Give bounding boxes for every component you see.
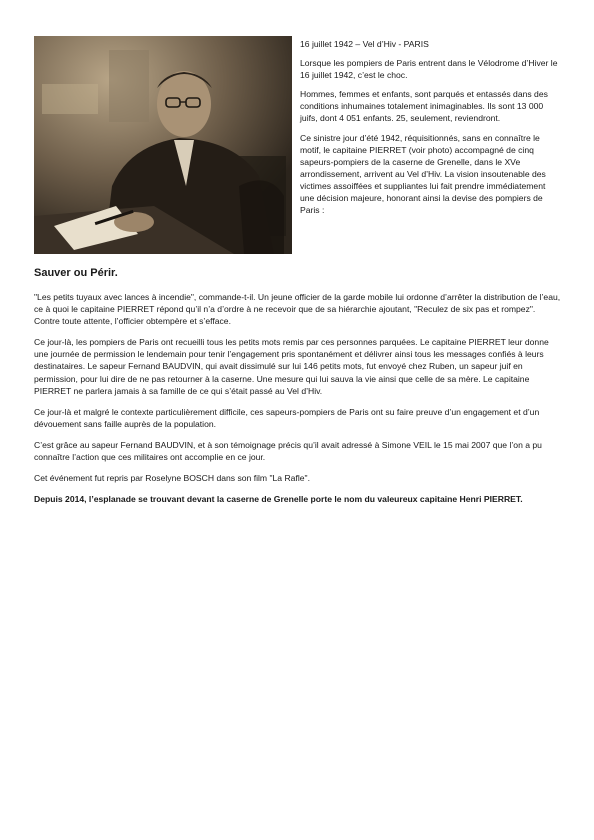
section-heading: Sauver ou Périr. bbox=[34, 267, 118, 279]
body-paragraph-3: Ce jour-là et malgré le contexte particulièrement difficile, ces sapeurs-pompiers de Paris ont su faire preuve d’un engagement et d’un dévouement sans faille auprès de la population. bbox=[34, 406, 540, 429]
body-paragraph-4: C’est grâce au sapeur Fernand BAUDVIN, et à son témoignage précis qu’il avait adressé à Simone VEIL le 15 mai 2007 que l’on a pu connaître l’action que ces militaires ont accomplie en ce jour. bbox=[34, 439, 542, 463]
portrait-photo-icon bbox=[34, 36, 292, 254]
intro-paragraph-2: Hommes, femmes et enfants, sont parqués et entassés dans des conditions inhumaines totalement inimaginables. Ils sont 13 000 juifs, dont 4 051 enfants. 25, seulement, reviendront. bbox=[300, 89, 548, 124]
body-paragraph-5: Cet événement fut repris par Roselyne BOSCH dans son film "La Rafle". bbox=[34, 473, 310, 484]
body-text bbox=[34, 291, 562, 514]
body-paragraph-1: "Les petits tuyaux avec lances à incendie", commande-t-il. Un jeune officier de la garde mobile lui ordonne d’arrêter la distribution de l’eau, ce à quoi le capitaine PIERRET répond qu’il n’a d’ordre à ne recevoir que de sa hiérarchie ajoutant, "Reculez de six pas et rompez". Contre toute attente, l’officier obtempère et s’efface. bbox=[34, 292, 561, 327]
dateline: 16 juillet 1942 – Vel d’Hiv - PARIS bbox=[300, 39, 429, 49]
portrait-photo bbox=[34, 36, 292, 254]
intro-column bbox=[300, 38, 562, 223]
body-paragraph-6: Depuis 2014, l’esplanade se trouvant devant la caserne de Grenelle porte le nom du valeureux capitaine Henri PIERRET. bbox=[34, 494, 523, 505]
body-paragraph-2: Ce jour-là, les pompiers de Paris ont recueilli tous les petits mots remis par ces personnes parquées. Le capitaine PIERRET leur donne une journée de permission le lendemain pour tenir l’engagement pris spontanément et délivrer ainsi tous les messages confiés à leurs destinataires. Le sapeur Fernand BAUDVIN, qui avait dissimulé sur lui 146 petits mots, fut envoyé chez Ruben, un sapeur juif en permission, pour lui dire de ne pas retourner à la caserne. Une mesure qui lui sauva la vie ainsi que celle de sa mère. Le capitaine PIERRET ne parlera jamais à sa famille de ce qui s’était passé au Vel d’Hiv. bbox=[34, 337, 549, 396]
intro-paragraph-3: Ce sinistre jour d’été 1942, réquisitionnés, sans en connaître le motif, le capitaine PIERRET (voir photo) accompagné de cinq sapeurs-pompiers de la caserne de Grenelle, dans le XVe arrondissement, arrivent au Vel d’Hiv. La vision insoutenable des victimes assoiffées et suppliantes lui fait prendre immédiatement une décision majeure, honorant ainsi la devise des pompiers de Paris : bbox=[300, 132, 546, 216]
intro-paragraph-1: Lorsque les pompiers de Paris entrent dans le Vélodrome d’Hiver le 16 juillet 1942, c’est le choc. bbox=[300, 58, 558, 81]
